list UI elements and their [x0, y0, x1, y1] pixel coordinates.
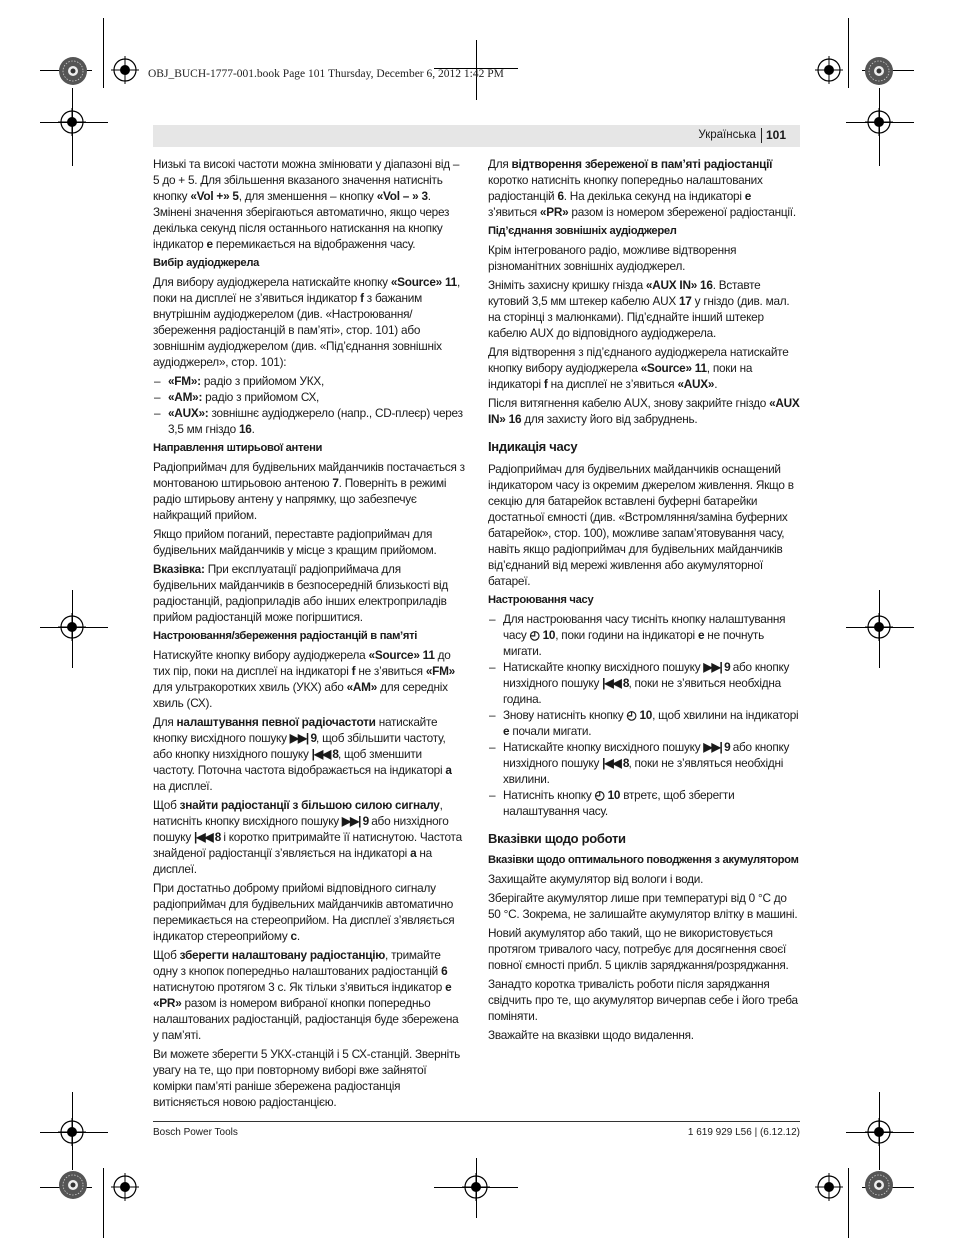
paragraph: Якщо прийом поганий, переставте радіоприймач для будівельних майданчиків у місце з кращим прийомом.	[153, 527, 437, 557]
header-language: Українська	[698, 129, 756, 141]
paragraph: Низькі та високі частоти можна змінювати у діапазоні від – 5 до + 5. Для збільшення вказаного значення натисніть кнопку «Vol +» 5, для зменшення – кнопку «Vol – » 3. Змінені значення зберігаються автоматично, якщо через декілька секунд після останнього натискання на кнопку індикатор e перемикається на відображення часу.	[153, 157, 460, 251]
paragraph: Ви можете зберегти 5 УКХ-станцій і 5 СХ-станцій. Зверніть увагу на те, що при повторному виборі вже зайнятої комірки пам’яті раніше збережена радіостанція витісняється новою радіостанцією.	[153, 1047, 461, 1109]
paragraph: Щоб знайти радіостанції з більшою силою сигналу, натисніть кнопку висхідного пошуку ▶▶| 9 або низхідного пошуку |◀◀ 8 і коротко притримайте її натиснутою. Частота знайденої радіостанції з’являється на індикаторі a на дисплеї.	[153, 798, 462, 876]
footer-rule	[153, 1121, 800, 1122]
paragraph: Натискуйте кнопку вибору аудіоджерела «Source» 11 до тих пір, поки на дисплеї на індикаторі f не з’явиться «FM» для ультракоротких хвиль (УКХ) або «AM» для середніх хвиль (СХ).	[153, 648, 455, 710]
section-title: Індикація часу	[488, 439, 578, 454]
paragraph: Занадто коротка тривалість роботи після заряджання свідчить про те, що акумулятор вичерпав себе і його треба поміняти.	[488, 977, 798, 1023]
header-separator	[761, 128, 762, 143]
footer-publisher: Bosch Power Tools	[153, 1127, 238, 1138]
paragraph: Радіоприймач для будівельних майданчиків постачається з монтованою штирьовою антеною 7. Поверніть в режимі радіо штирьову антену у напрямку, що забезпечує найкращий прийом.	[153, 460, 465, 522]
paragraph: Радіоприймач для будівельних майданчиків оснащений індикатором часу із окремим джерелом живлення. Якщо в секцію для батарейок вставлені буферні батарейки достатньої ємності (див. «Встромляння/заміна буферних батарейок», стор. 100), можливе запам’ятовування часу, навіть якщо радіоприймач для будівельних майданчиків від’єднаний від мережі живлення або акумуляторної батареї.	[488, 462, 794, 588]
registration-target-icon	[865, 108, 893, 136]
list-item: – Натискайте кнопку висхідного пошуку ▶▶| 9 або кнопку низхідного пошуку |◀◀ 8, поки не з’явиться необхідна година.	[488, 659, 800, 707]
paragraph: Щоб зберегти налаштовану радіостанцію, тримайте одну з кнопок попередньо налаштованих радіостанцій 6 натиснутою протягом 3 с. Як тільки з’явиться індикатор e «PR» разом із номером вибраної кнопки попередньо налаштованих радіостанцій, радіостанція буде збережена у пам’яті.	[153, 948, 459, 1042]
paragraph: Новий акумулятор або такий, що не використовується протягом тривалого часу, потребує для досягнення своєї повної ємності прибл. 5 циклів заряджання/розряджання.	[488, 926, 789, 972]
left-column	[153, 156, 465, 1113]
paragraph: При достатньо доброму прийомі відповідного сигналу радіоприймач для будівельних майданчиків автоматично перемикається на стереоприйом. На дисплеї з’являється індикатор стереоприйому c.	[153, 881, 455, 943]
paragraph: Зніміть захисну кришку гнізда «AUX IN» 16. Вставте кутовий 3,5 мм штекер кабелю AUX 17 у гніздо (див. мал. на сторінці з малюнками). Під’єднайте інший штекер кабелю AUX до відповідного аудіоджерела.	[488, 278, 790, 340]
list-item: – «AUX»: зовнішнє аудіоджерело (напр., CD-плеєр) через 3,5 мм гніздо 16.	[153, 405, 465, 437]
list-item: – «AM»: радіо з прийомом СХ,	[153, 389, 465, 405]
registration-target-icon	[58, 613, 86, 641]
paragraph: Захищайте акумулятор від вологи і води.	[488, 872, 704, 886]
page-header	[153, 125, 800, 147]
registration-target-icon	[462, 1173, 490, 1201]
footer-code: 1 619 929 L56 | (6.12.12)	[687, 1127, 800, 1138]
time-setting-steps	[488, 611, 800, 819]
section-heading: Настроювання/збереження радіостанцій в пам’яті	[153, 630, 418, 642]
paragraph: Для відтворення збереженої в пам’яті радіостанції коротко натисніть кнопку попередньо налаштованих радіостанцій 6. На декілька секунд на індикаторі e з’явиться «PR» разом із номером збереженої радіостанції.	[488, 157, 796, 219]
section-title: Вказівки щодо роботи	[488, 831, 626, 846]
right-column	[488, 156, 800, 1046]
note-paragraph: Вказівка: При експлуатації радіоприймача для будівельних майданчиків в безпосередній близькості від радіостанцій, радіоприладів або інших електроприладів прийом радіостанцій може погіршитися.	[153, 562, 449, 624]
registration-target-icon	[815, 56, 843, 84]
registration-target-icon	[815, 1173, 843, 1201]
section-heading: Вибір аудіоджерела	[153, 257, 260, 269]
list-item: – Для настроювання часу тисніть кнопку налаштування часу ◴ 10, поки години на індикаторі e не почнуть мигати.	[488, 611, 800, 659]
registration-target-icon	[111, 56, 139, 84]
paragraph: Для відтворення з під’єднаного аудіоджерела натискайте кнопку вибору аудіоджерела «Source» 11, поки на індикаторі f на дисплеї не з’явиться «AUX».	[488, 345, 789, 391]
section-heading: Під’єднання зовнішніх аудіоджерел	[488, 225, 677, 237]
list-item: – «FM»: радіо з прийомом УКХ,	[153, 373, 465, 389]
page-number: 101	[765, 128, 786, 142]
section-heading: Настроювання часу	[488, 594, 594, 606]
section-heading: Вказівки щодо оптимального поводження з акумулятором	[488, 854, 799, 866]
registration-star-icon	[58, 1170, 88, 1200]
registration-target-icon	[865, 613, 893, 641]
paragraph: Крім інтегрованого радіо, можливе відтворення різноманітних зовнішніх аудіоджерел.	[488, 243, 737, 273]
paragraph: Зважайте на вказівки щодо видалення.	[488, 1028, 694, 1042]
book-info-line: OBJ_BUCH-1777-001.book Page 101 Thursday, December 6, 2012 1:42 PM	[148, 68, 504, 80]
paragraph: Для налаштування певної радіочастоти натискайте кнопку висхідного пошуку ▶▶| 9, щоб збільшити частоту, або кнопку низхідного пошуку |◀◀ 8, щоб зменшити частоту. Поточна частота відображається на індикаторі a на дисплеї.	[153, 715, 452, 793]
list-item: – Знову натисніть кнопку ◴ 10, щоб хвилини на індикаторі e почали мигати.	[488, 707, 800, 739]
registration-target-icon	[58, 1118, 86, 1146]
paragraph: Зберігайте акумулятор лише при температурі від 0 °C до 50 °C. Зокрема, не залишайте акумулятор влітку в машині.	[488, 891, 798, 921]
registration-star-icon	[864, 56, 894, 86]
registration-target-icon	[111, 1173, 139, 1201]
paragraph: Для вибору аудіоджерела натискайте кнопку «Source» 11, поки на дисплеї не з’явиться індикатор f з бажаним внутрішнім аудіоджерелом (див. «Настроювання/збереження радіостанцій в пам’яті», стор. 101) або зовнішнім аудіоджерелом (див. «Під’єднання зовнішніх аудіоджерел», стор. 101):	[153, 275, 460, 369]
registration-target-icon	[865, 1118, 893, 1146]
paragraph: Після витягнення кабелю AUX, знову закрийте гніздо «AUX IN» 16 для захисту його від забруднень.	[488, 396, 800, 426]
source-list	[153, 373, 465, 437]
registration-target-icon	[58, 108, 86, 136]
list-item: – Натисніть кнопку ◴ 10 втретє, щоб зберегти налаштування часу.	[488, 787, 800, 819]
section-heading: Направлення штирьової антени	[153, 442, 323, 454]
registration-star-icon	[864, 1170, 894, 1200]
registration-star-icon	[58, 56, 88, 86]
list-item: – Натискайте кнопку висхідного пошуку ▶▶| 9 або кнопку низхідного пошуку |◀◀ 8, поки не з’являться необхідні хвилини.	[488, 739, 800, 787]
